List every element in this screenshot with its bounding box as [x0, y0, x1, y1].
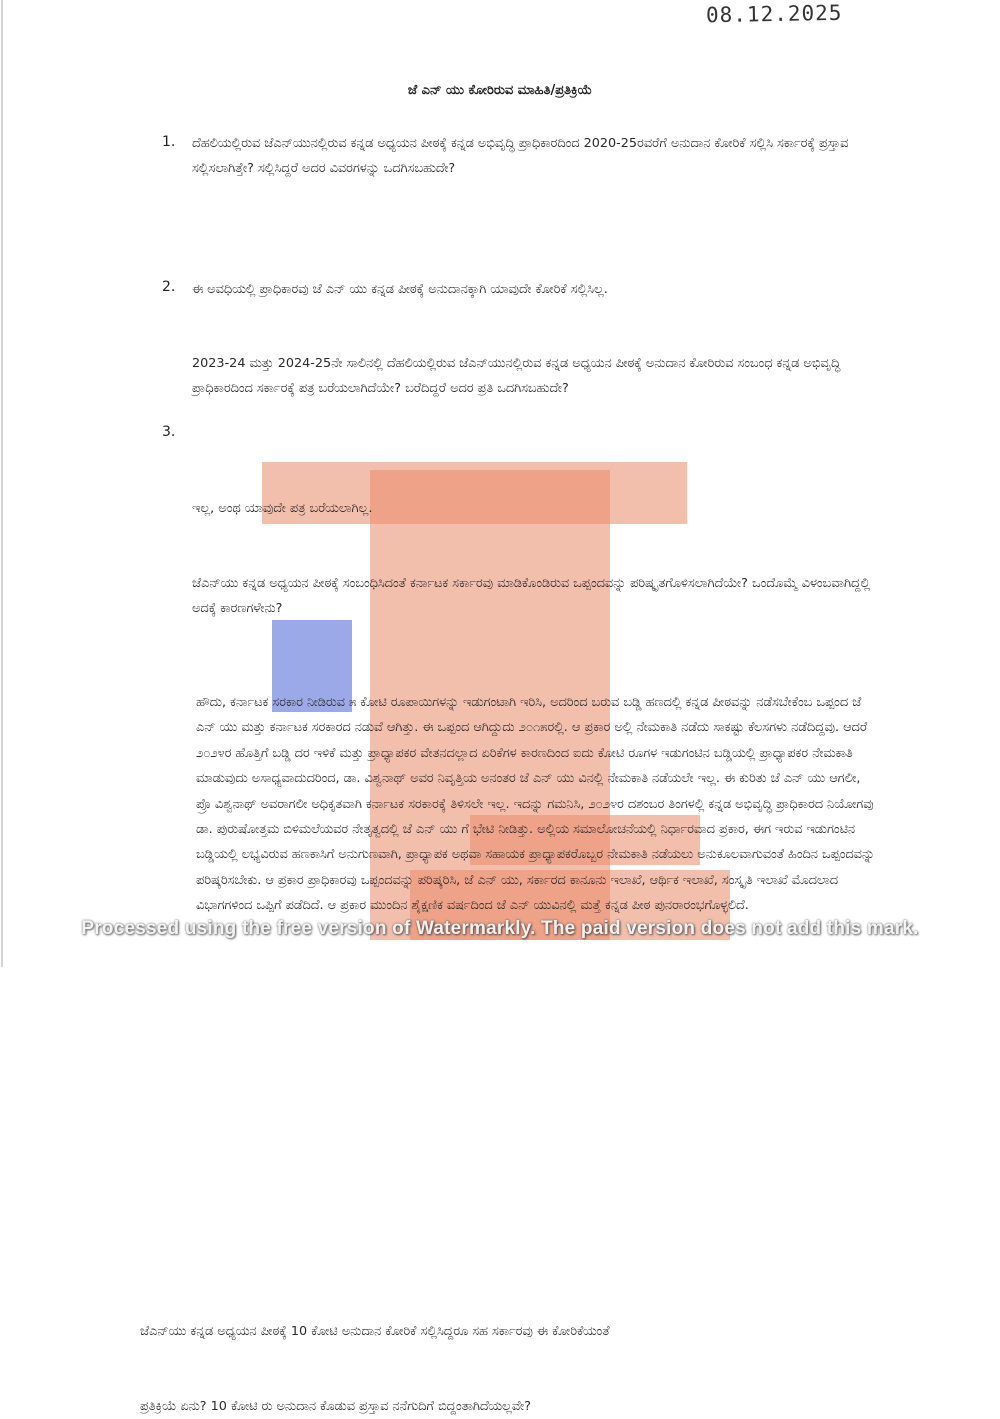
- question-text: ಜೆಎನ್‌ಯು ಕನ್ನಡ ಅಧ್ಯಯನ ಪೀಠಕ್ಕೆ ಸಂಬಂಧಿಸಿದಂತೆ ಕರ್ನಾಟಕ ಸರ್ಕಾರವು ಮಾಡಿಕೊಂಡಿರುವ ಒಪ್ಪಂದವನ್ನು ಪರಿಷ್ಕೃತಗೊಳಿಸಲಾಗಿದೆಯೇ? ಒಂದೊಮ್ಮೆ ವಿಳಂಬವಾಗಿದ್ದಲ್ಲಿ ಅದಕ್ಕೆ ಕಾರಣಗಳೇನು?: [192, 576, 871, 616]
- watermark-notice: Processed using the free version of Watermarkly. The paid version does not add this mark.: [81, 918, 919, 939]
- closing-line: ಪ್ರತಿಕ್ರಿಯೆ ಏನು? 10 ಕೋಟಿ ರು ಅನುದಾನ ಕೊಡುವ ಪ್ರಸ್ತಾವ ನನೆಗುದಿಗೆ ಬಿದ್ದಂತಾಗಿದೆಯಲ್ಲವೇ?: [140, 1398, 532, 1414]
- page-title: ಜೆ ಎನ್ ಯು ಕೋರಿರುವ ಮಾಹಿತಿ/ಪ್ರತಿಕ್ರಿಯೆ: [407, 83, 593, 98]
- closing-line: ಜೆಎನ್‌ಯು ಕನ್ನಡ ಅಧ್ಯಯನ ಪೀಠಕ್ಕೆ 10 ಕೋಟಿ ಅನುದಾನ ಕೋರಿಕೆ ಸಲ್ಲಿಸಿದ್ದರೂ ಸಹ ಸರ್ಕಾರವು ಈ ಕೋರಿಕೆಯಂತೆ: [140, 1323, 610, 1339]
- item-number: 1.: [162, 134, 176, 150]
- question-text: 2023-24 ಮತ್ತು 2024-25ನೇ ಸಾಲಿನಲ್ಲಿ ದೆಹಲಿಯಲ್ಲಿರುವ ಜೆಎನ್‌ಯುನಲ್ಲಿರುವ ಕನ್ನಡ ಅಧ್ಯಯನ ಪೀಠಕ್ಕೆ ಅನುದಾನ ಕೋರಿರುವ ಸಂಬಂಧ ಕನ್ನಡ ಅಭಿವೃದ್ಧಿ ಪ್ರಾಧಿಕಾರದಿಂದ ಸರ್ಕಾರಕ್ಕೆ ಪತ್ರ ಬರೆಯಲಾಗಿದೆಯೇ? ಬರೆದಿದ್ದರೆ ಅದರ ಪ್ರತಿ ಒದಗಿಸಬಹುದೇ?: [192, 356, 841, 396]
- item-number: 3.: [162, 424, 176, 440]
- answer-text: ಈ ಅವಧಿಯಲ್ಲಿ ಪ್ರಾಧಿಕಾರವು ಜೆ ಎನ್ ಯು ಕನ್ನಡ ಪೀಠಕ್ಕೆ ಅನುದಾನಕ್ಕಾಗಿ ಯಾವುದೇ ಕೋರಿಕೆ ಸಲ್ಲಿಸಿಲ್ಲ.: [192, 282, 608, 297]
- handwritten-date: 08.12.2025: [705, 0, 843, 28]
- item-number: 2.: [162, 279, 176, 295]
- answer-text: ಹೌದು, ಕರ್ನಾಟಕ ಸರಕಾರ ನೀಡಿರುವ ೫ ಕೋಟಿ ರೂಪಾಯಿಗಳನ್ನು ಇಡುಗಂಟಾಗಿ ಇರಿಸಿ, ಅದರಿಂದ ಬರುವ ಬಡ್ಡಿ ಹಣದಲ್ಲಿ ಕನ್ನಡ ಪೀಠವನ್ನು ನಡೆಸಬೇಕೆಂಬ ಒಪ್ಪಂದ ಜೆ ಎನ್ ಯು ಮತ್ತು ಕರ್ನಾಟಕ ಸರಕಾರದ ನಡುವೆ ಆಗಿತ್ತು. ಈ ಒಪ್ಪಂದ ಆಗಿದ್ದುದು ೨೦೧೫ರಲ್ಲಿ. ಆ ಪ್ರಕಾರ ಅಲ್ಲಿ ನೇಮಕಾತಿ ನಡೆದು ಸಾಕಷ್ಟು ಕೆಲಸಗಳು ನಡೆದಿದ್ದವು. ಆದರೆ ೨೦೨೪ರ ಹೊತ್ತಿಗೆ ಬಡ್ಡಿ ದರ ಇಳಿಕೆ ಮತ್ತು ಪ್ರಾಧ್ಯಾಪಕರ ವೇತನದಲ್ಲಾದ ಏರಿಕೆಗಳ ಕಾರಣದಿಂದ ಐದು ಕೋಟಿ ರೂಗಳ ಇಡುಗಂಟಿನ ಬಡ್ಡಿಯಲ್ಲಿ ಪ್ರಾಧ್ಯಾಪಕರ ನೇಮಕಾತಿ ಮಾಡುವುದು ಅಸಾಧ್ಯವಾದುದರಿಂದ, ಡಾ. ವಿಶ್ವನಾಥ್ ಅವರ ನಿವೃತ್ತಿಯ ಅನಂತರ ಜೆ ಎನ್ ಯು ವಿನಲ್ಲಿ ನೇಮಕಾತಿ ನಡೆಯಲೇ ಇಲ್ಲ. ಈ ಕುರಿತು ಜೆ ಎನ್ ಯು ಆಗಲೀ, ಪ್ರೊ ವಿಶ್ವನಾಥ್ ಅವರಾಗಲೀ ಅಧಿಕೃತವಾಗಿ ಕರ್ನಾಟಕ ಸರಕಾರಕ್ಕೆ ತಿಳಿಸಲೇ ಇಲ್ಲ. ಇದನ್ನು ಗಮನಿಸಿ, ೨೦೨೪ರ ದಶಂಬರ ತಿಂಗಳಲ್ಲಿ ಕನ್ನಡ ಅಭಿವೃದ್ಧಿ ಪ್ರಾಧಿಕಾರದ ನಿಯೋಗವು ಡಾ. ಪುರುಷೋತ್ತಮ ಬಿಳಿಮಲೆಯವರ ನೇತೃತ್ವದಲ್ಲಿ ಜೆ ಎನ್ ಯು ಗೆ ಭೇಟಿ ನೀಡಿತ್ತು. ಅಲ್ಲಿಯ ಸಮಾಲೋಚನೆಯಲ್ಲಿ ನಿರ್ಧಾರವಾದ ಪ್ರಕಾರ, ಈಗ ಇರುವ ಇಡುಗಂಟಿನ ಬಡ್ಡಿಯಲ್ಲಿ ಲಭ್ಯವಿರುವ ಹಣಕಾಸಿಗೆ ಅನುಗುಣವಾಗಿ, ಪ್ರಾಧ್ಯಾಪಕ ಅಥವಾ ಸಹಾಯಕ ಪ್ರಾಧ್ಯಾಪಕರೊಬ್ಬರ ನೇಮಕಾತಿ ನಡೆಯಲು ಅನುಕೂಲವಾಗುವಂತೆ ಹಿಂದಿನ ಒಪ್ಪಂದವನ್ನು ಪರಿಷ್ಕರಿಸಬೇಕು. ಆ ಪ್ರಕಾರ ಪ್ರಾಧಿಕಾರವು ಒಪ್ಪಂದವನ್ನು ಪರಿಷ್ಕರಿಸಿ, ಜೆ ಎನ್ ಯು, ಸರ್ಕಾರದ ಕಾನೂನು ಇಲಾಖೆ, ಆರ್ಥಿಕ ಇಲಾಖೆ, ಸಂಸ್ಕೃತಿ ಇಲಾಖೆ ಮೊದಲಾದ ವಿಭಾಗಗಳಿಂದ ಒಪ್ಪಿಗೆ ಪಡೆದಿದೆ. ಆ ಪ್ರಕಾರ ಮುಂದಿನ ಶೈಕ್ಷಣಿಕ ವರ್ಷದಿಂದ ಜೆ ಎನ್ ಯುವಿನಲ್ಲಿ ಮತ್ತೆ ಕನ್ನಡ ಪೀಠ ಪುನರಾರಂಭಗೊಳ್ಳಲಿದೆ.: [196, 695, 875, 914]
- page-edge-divider: [1, 0, 3, 967]
- answer-text: ಇಲ್ಲ, ಅಂಥ ಯಾವುದೇ ಪತ್ರ ಬರೆಯಲಾಗಿಲ್ಲ.: [192, 501, 373, 516]
- question-text: ದೆಹಲಿಯಲ್ಲಿರುವ ಜೆಎನ್‌ಯುನಲ್ಲಿರುವ ಕನ್ನಡ ಅಧ್ಯಯನ ಪೀಠಕ್ಕೆ ಕನ್ನಡ ಅಭಿವೃದ್ಧಿ ಪ್ರಾಧಿಕಾರದಿಂದ 2020-25ರವರೆಗೆ ಅನುದಾನ ಕೋರಿಕೆ ಸಲ್ಲಿಸಿ ಸರ್ಕಾರಕ್ಕೆ ಪ್ರಸ್ತಾವ ಸಲ್ಲಿಸಲಾಗಿತ್ತೇ? ಸಲ್ಲಿಸಿದ್ದರೆ ಅದರ ವಿವರಗಳನ್ನು ಒದಗಿಸಬಹುದೇ?: [192, 136, 849, 176]
